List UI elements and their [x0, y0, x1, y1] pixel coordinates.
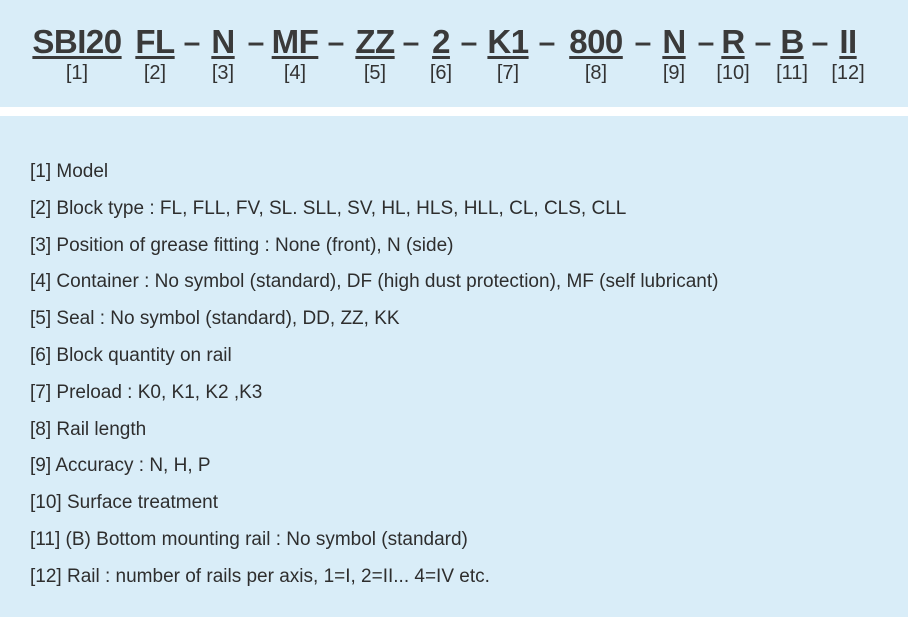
segment-index: [3] [211, 62, 235, 84]
segment-index: [5] [363, 62, 387, 84]
code-segment-container [272, 22, 319, 84]
separator: – [634, 26, 652, 59]
separator: – [402, 26, 420, 59]
separator: – [754, 26, 772, 59]
segment-code: 2 [432, 23, 450, 60]
legend-item: [9] Accuracy : N, H, P [30, 455, 211, 477]
segment-code: ZZ [355, 23, 395, 60]
segment-index: [9] [662, 62, 686, 84]
legend-item: [5] Seal : No symbol (standard), DD, ZZ, KK [30, 308, 400, 330]
code-segment-bottom-mount [776, 22, 808, 84]
segment-code: 800 [569, 23, 623, 60]
code-segment-surface [716, 22, 749, 84]
segment-code: MF [271, 23, 319, 60]
legend-item: [8] Rail length [30, 418, 147, 440]
segment-code: B [780, 23, 804, 60]
separator: – [183, 26, 201, 59]
legend-item: [7] Preload : K0, K1, K2 ,K3 [30, 381, 263, 403]
segment-code: N [662, 23, 686, 60]
segment-index: [2] [143, 62, 167, 84]
legend-item: [2] Block type : FL, FLL, FV, SL. SLL, SV, HL, HLS, HLL, CL, CLS, CLL [30, 197, 627, 219]
segment-index: [8] [584, 62, 608, 84]
code-segment-rail-length [569, 22, 623, 84]
separator: – [247, 26, 265, 59]
code-segment-model [32, 22, 121, 84]
separator: – [460, 26, 478, 59]
segment-code: FL [135, 23, 175, 60]
separator: – [811, 26, 829, 59]
code-segment-preload [487, 22, 528, 84]
segment-index: [12] [831, 62, 865, 84]
segment-code: R [721, 23, 745, 60]
code-segment-grease [211, 22, 234, 84]
code-segment-accuracy [662, 22, 685, 84]
code-segment-quantity [430, 22, 452, 84]
segment-index: [4] [283, 62, 307, 84]
legend-item: [6] Block quantity on rail [30, 344, 232, 366]
legend-list [30, 160, 890, 602]
legend-item: [1] Model [30, 161, 109, 182]
segment-code: SBI20 [32, 23, 122, 60]
code-segment-rail [831, 22, 864, 84]
code-segment-block-type [135, 22, 174, 84]
segment-index: [1] [65, 62, 89, 84]
segment-index: [7] [496, 62, 520, 84]
model-code-row [0, 22, 908, 88]
segment-index: [10] [716, 62, 750, 84]
legend-item: [11] (B) Bottom mounting rail : No symbol (standard) [30, 528, 468, 550]
segment-code: N [211, 23, 235, 60]
segment-code: K1 [487, 23, 529, 60]
segment-index: [6] [429, 62, 453, 84]
separator: – [697, 26, 715, 59]
legend-item: [3] Position of grease fitting : None (front), N (side) [30, 234, 454, 256]
legend-item: [10] Surface treatment [30, 492, 218, 514]
legend-item: [4] Container : No symbol (standard), DF (high dust protection), MF (self lubricant) [30, 271, 719, 293]
segment-index: [11] [776, 62, 808, 84]
separator: – [327, 26, 345, 59]
separator: – [538, 26, 556, 59]
segment-code: II [839, 23, 857, 60]
legend-item: [12] Rail : number of rails per axis, 1=I, 2=II... 4=IV etc. [30, 565, 490, 587]
code-segment-seal [355, 22, 394, 84]
